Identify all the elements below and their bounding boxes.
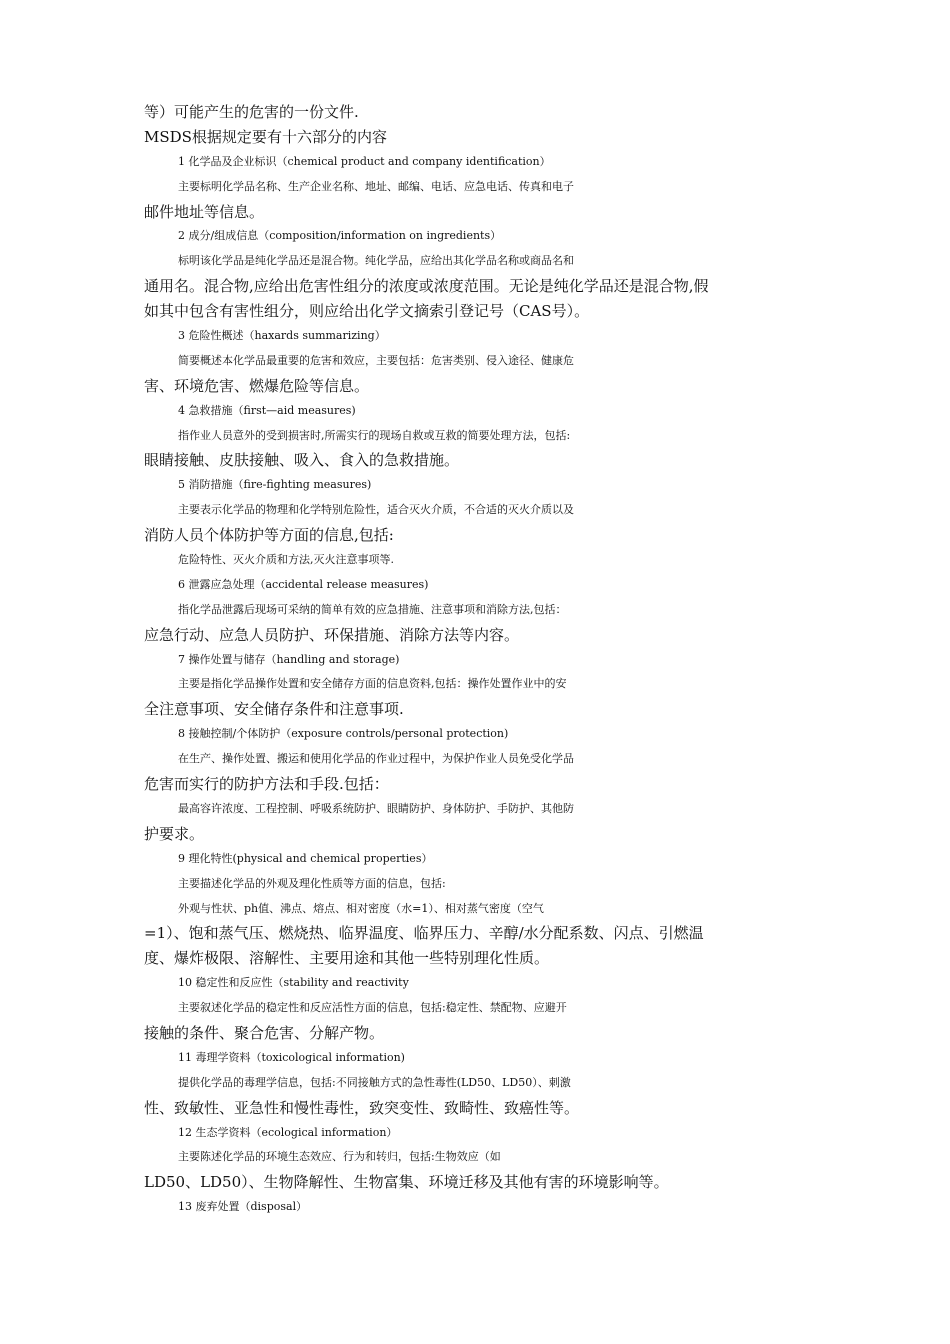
- text-line: 主要标明化学品名称、生产企业名称、地址、邮编、电话、应急电话、传真和电子: [178, 179, 574, 193]
- text-line: 13 废弃处置（disposal）: [178, 1200, 308, 1214]
- document-body: [144, 100, 806, 1220]
- text-line: 危害而实行的防护方法和手段.包括：: [144, 775, 389, 794]
- text-line: 10 稳定性和反应性（stability and reactivity: [178, 976, 409, 990]
- text-line: 指作业人员意外的受到损害时,所需实行的现场自救或互救的简要处理方法，包括:: [178, 428, 571, 442]
- text-line: 6 泄露应急处理（accidental release measures): [178, 577, 429, 591]
- text-line: 主要表示化学品的物理和化学特别危险性，适合灭火介质，不合适的灭火介质以及: [178, 503, 574, 517]
- text-line: 最高容许浓度、工程控制、呼吸系统防护、眼睛防护、身体防护、手防护、其他防: [178, 801, 574, 815]
- text-line: 主要描述化学品的外观及理化性质等方面的信息，包括:: [178, 876, 446, 890]
- text-line: 指化学品泄露后现场可采纳的简单有效的应急措施、注意事项和消除方法,包括：: [178, 602, 567, 616]
- text-line: 全注意事项、安全储存条件和注意事项.: [144, 700, 404, 719]
- text-line: 11 毒理学资料（toxicological information): [178, 1050, 405, 1064]
- text-line: 害、环境危害、燃爆危险等信息。: [144, 376, 370, 395]
- text-line: 提供化学品的毒理学信息，包括:不同接触方式的急性毒性(LD50、LD50）、刺激: [178, 1075, 571, 1089]
- text-line: LD50、LD50）、生物降解性、生物富集、环境迁移及其他有害的环境影响等。: [144, 1173, 669, 1192]
- text-line: 1 化学品及企业标识（chemical product and company identification）: [178, 154, 551, 168]
- text-line: 12 生态学资料（ecological information）: [178, 1125, 398, 1139]
- text-line: 5 消防措施（fire-fighting measures): [178, 478, 372, 492]
- text-line: 度、爆炸极限、溶解性、主要用途和其他一些特别理化性质。: [144, 949, 550, 968]
- text-line: 主要叙述化学品的稳定性和反应活性方面的信息，包括:稳定性、禁配物、应避开: [178, 1001, 567, 1015]
- text-line: 标明该化学品是纯化学品还是混合物。纯化学品，应给出其化学品名称或商品名和: [178, 254, 574, 268]
- text-line: 应急行动、应急人员防护、环保措施、消除方法等内容。: [144, 625, 520, 644]
- text-line: 接触的条件、聚合危害、分解产物。: [144, 1023, 385, 1042]
- text-line: 护要求。: [144, 824, 205, 843]
- text-line: 3 危险性概述（haxards summarizing）: [178, 329, 386, 343]
- text-line: 主要陈述化学品的环境生态效应、行为和转归，包括:生物效应（如: [178, 1150, 501, 1164]
- text-line: 4 急救措施（first—aid measures): [178, 403, 356, 417]
- text-line: MSDS根据规定要有十六部分的内容: [144, 127, 387, 146]
- text-line: 在生产、操作处置、搬运和使用化学品的作业过程中，为保护作业人员免受化学品: [178, 752, 574, 766]
- text-line: 性、致敏性、亚急性和慢性毒性，致突变性、致畸性、致癌性等。: [144, 1098, 580, 1117]
- text-line: 通用名。混合物,应给出危害性组分的浓度或浓度范围。无论是纯化学品还是混合物,假: [144, 277, 709, 296]
- text-line: =1）、饱和蒸气压、燃烧热、临界温度、临界压力、辛醇/水分配系数、闪点、引燃温: [144, 924, 704, 943]
- text-line: 2 成分/组成信息（composition/information on ingredients）: [178, 229, 502, 243]
- text-line: 8 接触控制/个体防护（exposure controls/personal protection): [178, 727, 509, 741]
- text-line: 如其中包含有害性组分，则应给出化学文摘索引登记号（CAS号）。: [144, 302, 590, 321]
- text-line: 外观与性状、ph值、沸点、熔点、相对密度（水=1）、相对蒸气密度（空气: [178, 901, 544, 915]
- text-line: 简要概述本化学品最重要的危害和效应，主要包括：危害类别、侵入途径、健康危: [178, 353, 574, 367]
- text-line: 等）可能产生的危害的一份文件.: [144, 103, 359, 121]
- text-line: 主要是指化学品操作处置和安全储存方面的信息资料,包括：操作处置作业中的安: [178, 677, 567, 691]
- text-line: 消防人员个体防护等方面的信息,包括:: [144, 526, 394, 545]
- text-line: 9 理化特性(physical and chemical properties）: [178, 851, 433, 865]
- text-line: 眼睛接触、皮肤接触、吸入、食入的急救措施。: [144, 451, 460, 470]
- text-line: 邮件地址等信息。: [144, 202, 265, 221]
- text-line: 危险特性、灭火介质和方法,灭火注意事项等.: [178, 553, 394, 567]
- text-line: 7 操作处置与储存（handling and storage): [178, 652, 400, 666]
